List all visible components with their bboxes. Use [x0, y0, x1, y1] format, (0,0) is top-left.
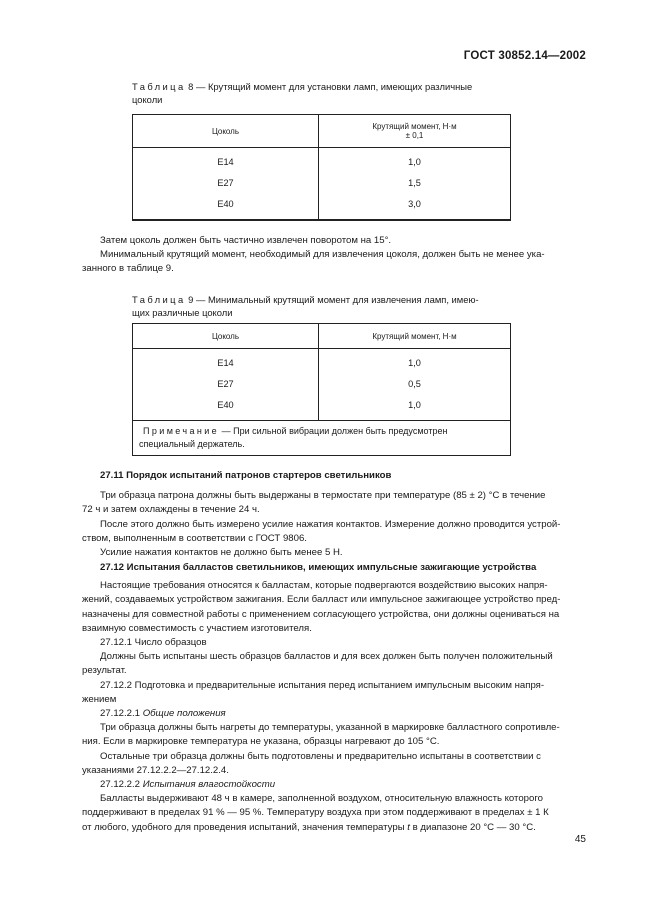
- table8-col-torque: [319, 115, 511, 148]
- table-cell: E40: [217, 199, 234, 209]
- section-title: 27.11 Порядок испытаний патронов стартеров светильников: [100, 470, 392, 481]
- text-line: указаниями 27.12.2.2—27.12.2.4.: [82, 764, 229, 776]
- text-line: Остальные три образца должны быть подготовлены и предварительно испытаны в соответствии с: [100, 750, 541, 762]
- table8-header-row: [133, 115, 511, 148]
- table-bottom-line: [133, 220, 319, 221]
- table9-caption-text: 9 — Минимальный крутящий момент для извлечения ламп, имею-: [188, 294, 479, 305]
- text-line: занного в таблице 9.: [82, 263, 174, 275]
- subsection-title: [82, 707, 589, 721]
- note-text: — При сильной вибрации должен быть предусмотрен: [219, 426, 448, 436]
- table-cell: E14: [217, 157, 234, 167]
- text-fragment: в диапазоне 20 °С — 30 °С.: [409, 821, 536, 833]
- subsection-number: 27.12.2.1: [100, 708, 143, 720]
- table8: [132, 114, 511, 221]
- table9-body: [133, 349, 511, 421]
- table9-note-row: [133, 421, 511, 456]
- text-fragment: от любого, удобного для проведения испытаний, значения температуры: [82, 821, 408, 833]
- text-line: [82, 821, 589, 835]
- table-cell: 1,0: [408, 400, 421, 410]
- table-cell: 1,0: [408, 358, 421, 368]
- table8-caption-text: 8 — Крутящий момент для установки ламп, имеющих различные: [188, 81, 473, 92]
- table8-col-base: Цоколь: [133, 115, 319, 148]
- table-cell: E40: [217, 400, 234, 410]
- document-header: ГОСТ 30852.14—2002: [463, 50, 586, 62]
- text-line: Должны быть испытаны шесть образцов балластов и для всех должен быть получен положительный: [100, 651, 553, 663]
- text-line: назначены для совместной работы с применением согласующего устройства, они должны оцениваться на: [82, 608, 560, 620]
- table8-caption: [132, 80, 512, 106]
- table8-col-torque-l2: ± 0,1: [405, 131, 424, 140]
- paragraph-before-table9: [82, 234, 589, 277]
- section-27-12: [82, 561, 589, 835]
- text-line: Балласты выдерживают 48 ч в камере, заполненной воздухом, относительную влажность которого: [100, 793, 543, 805]
- text-line: ством, выполненным в соответствии с ГОСТ 9806.: [82, 532, 307, 544]
- table9-col-base: Цоколь: [133, 324, 319, 349]
- table8-body: [133, 148, 511, 220]
- text-line: Усилие нажатия контактов не должно быть менее 5 Н.: [100, 547, 343, 559]
- text-line: 72 ч и затем охлаждены в течение 24 ч.: [82, 504, 260, 516]
- subsection-italic-title: Испытания влагостойкости: [142, 779, 276, 791]
- section-title: 27.12 Испытания балластов светильников, имеющих импульсные зажигающие устройства: [100, 562, 537, 573]
- table9-caption-word: Таблица: [132, 294, 186, 305]
- text-line: результат.: [82, 665, 127, 677]
- page-number: 45: [574, 834, 586, 845]
- section-27-11: [82, 469, 589, 560]
- text-line: жением: [82, 693, 117, 705]
- text-line: Настоящие требования относятся к балластам, которые подвергаются воздействию высоких напря-: [100, 580, 548, 592]
- table8-value-cell: [319, 148, 511, 220]
- table8-caption-word: Таблица: [132, 81, 186, 92]
- note-label: Примечание: [143, 426, 220, 436]
- text-line: жений, создаваемых устройством зажигания. Если балласт или импульсное зажигающее устройство пред-: [82, 594, 561, 606]
- text-line: поддерживают в пределах 91 % — 95 %. Температуру воздуха при этом поддерживают в пределах ± 1 К: [82, 807, 549, 819]
- table9-note: [133, 421, 511, 456]
- text-line: взаимную совместимость с участием изготовителя.: [82, 622, 312, 634]
- subsection-title: 27.12.2 Подготовка и предварительные испытания перед испытанием импульсным высоким напря-: [100, 679, 545, 691]
- table8-caption-line2: цоколи: [132, 94, 163, 105]
- table-cell: E14: [217, 358, 234, 368]
- text-line: ния. Если в маркировке температура не указана, образцы нагревают до 105 °С.: [82, 736, 440, 748]
- table8-col-torque-l1: Крутящий момент, Н·м: [372, 122, 457, 131]
- subsection-title: 27.12.1 Число образцов: [100, 637, 207, 649]
- table-cell: E27: [217, 379, 234, 389]
- table9-value-cell: [319, 349, 511, 421]
- table9-caption: [132, 293, 512, 319]
- table-bottom-line: [319, 220, 511, 221]
- table-cell: E27: [217, 178, 234, 188]
- table-cell: 1,5: [408, 178, 421, 188]
- subsection-title: [82, 778, 589, 792]
- text-line: Минимальный крутящий момент, необходимый для извлечения цоколя, должен быть не менее ука-: [100, 249, 545, 261]
- text-line: Три образца должны быть нагреты до температуры, указанной в маркировке балластного сопротивле-: [100, 722, 560, 734]
- table9-base-cell: [133, 349, 319, 421]
- note-text-line2: специальный держатель.: [139, 439, 245, 449]
- table-cell: 1,0: [408, 157, 421, 167]
- table9: [132, 323, 511, 456]
- text-line: Три образца патрона должны быть выдержаны в термостате при температуре (85 ± 2) °С в течение: [100, 490, 546, 502]
- table9-caption-line2: щих различные цоколи: [132, 307, 233, 318]
- table-cell: 0,5: [408, 379, 421, 389]
- table9-header-row: [133, 324, 511, 349]
- variable-t: t: [407, 821, 410, 833]
- table8-base-cell: [133, 148, 319, 220]
- subsection-italic-title: Общие положения: [142, 708, 226, 720]
- table9-col-torque: Крутящий момент, Н·м: [319, 324, 511, 349]
- text-line: После этого должно быть измерено усилие нажатия контактов. Измерение должно проводится устрой-: [100, 518, 561, 530]
- subsection-number: 27.12.2.2: [100, 779, 143, 791]
- table-cell: 3,0: [408, 199, 421, 209]
- text-line: Затем цоколь должен быть частично извлечен поворотом на 15°.: [100, 235, 392, 246]
